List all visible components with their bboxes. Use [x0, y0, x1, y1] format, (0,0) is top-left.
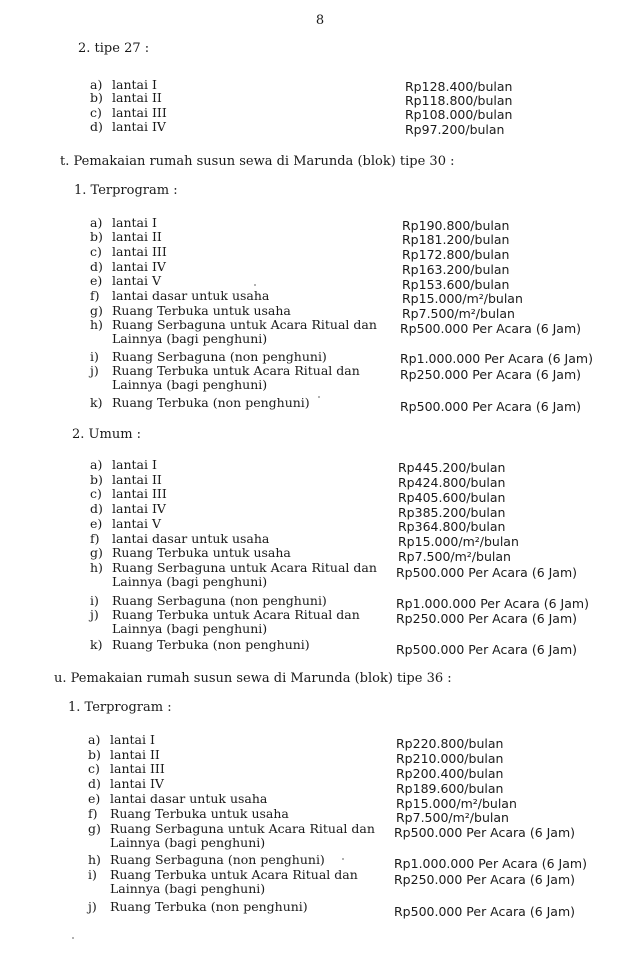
- item-label: e): [88, 791, 101, 806]
- scan-speck: [342, 858, 344, 860]
- list-item: [90, 458, 157, 471]
- item-price: Rp424.800/bulan: [398, 475, 506, 490]
- list-item: [90, 245, 167, 258]
- item-name-continuation: Lainnya (bagi penghuni): [110, 835, 266, 850]
- item-name: Ruang Serbaguna (non penghuni): [110, 852, 325, 867]
- item-price: Rp189.600/bulan: [396, 781, 504, 796]
- item-price: Rp250.000 Per Acara (6 Jam): [394, 872, 576, 887]
- subsection-heading: 2. Umum :: [72, 427, 142, 442]
- item-price: Rp500.000 Per Acara (6 Jam): [400, 321, 582, 336]
- item-price: Rp15.000/m²/bulan: [396, 796, 517, 811]
- item-price: Rp15.000/m²/bulan: [398, 534, 519, 549]
- item-name: lantai I: [110, 732, 155, 747]
- item-name-continuation: Lainnya (bagi penghuni): [112, 331, 268, 346]
- item-name: lantai III: [112, 105, 167, 120]
- item-name: lantai I: [112, 77, 157, 92]
- item-label: g): [90, 545, 103, 560]
- item-price: Rp7.500/m²/bulan: [398, 549, 511, 564]
- section-heading: t. Pemakaian rumah susun sewa di Marunda (blok) tipe 30 :: [60, 154, 455, 169]
- list-item: [90, 594, 327, 607]
- list-item: [88, 853, 325, 866]
- item-name-continuation: Lainnya (bagi penghuni): [112, 621, 268, 636]
- item-price: Rp97.200/bulan: [405, 122, 505, 137]
- item-label: d): [90, 119, 103, 134]
- item-name: lantai III: [112, 244, 167, 259]
- item-price: Rp181.200/bulan: [402, 232, 510, 247]
- item-price: Rp405.600/bulan: [398, 490, 506, 505]
- item-name: lantai II: [112, 472, 162, 487]
- list-item: [90, 274, 161, 287]
- list-item: [90, 350, 327, 363]
- item-price: Rp1.000.000 Per Acara (6 Jam): [396, 596, 589, 611]
- item-name-continuation: Lainnya (bagi penghuni): [112, 377, 268, 392]
- item-name: lantai V: [112, 516, 161, 531]
- list-item: [90, 289, 269, 302]
- item-label: b): [90, 90, 103, 105]
- list-item: [90, 396, 310, 409]
- item-price: Rp500.000 Per Acara (6 Jam): [400, 399, 582, 414]
- item-price: Rp445.200/bulan: [398, 460, 506, 475]
- item-name: lantai III: [112, 486, 167, 501]
- scan-speck: [318, 396, 320, 398]
- item-price: Rp118.800/bulan: [405, 93, 513, 108]
- item-label: c): [90, 486, 102, 501]
- item-label: k): [90, 637, 103, 652]
- item-price: Rp7.500/m²/bulan: [396, 810, 509, 825]
- item-name: lantai II: [112, 90, 162, 105]
- item-price: Rp500.000 Per Acara (6 Jam): [394, 825, 576, 840]
- item-name: Ruang Serbaguna (non penghuni): [112, 349, 327, 364]
- item-name: lantai dasar untuk usaha: [110, 791, 268, 806]
- item-label: c): [90, 105, 102, 120]
- item-price: Rp128.400/bulan: [405, 79, 513, 94]
- item-label: d): [90, 501, 103, 516]
- list-item: [88, 900, 308, 913]
- item-price: Rp153.600/bulan: [402, 277, 510, 292]
- item-label: b): [90, 229, 103, 244]
- item-price: Rp385.200/bulan: [398, 505, 506, 520]
- list-item: [90, 487, 167, 500]
- item-name: lantai IV: [112, 119, 166, 134]
- subsection-heading: 1. Terprogram :: [74, 183, 178, 198]
- item-name: lantai II: [112, 229, 162, 244]
- list-item: [88, 748, 160, 761]
- item-label: d): [90, 259, 103, 274]
- item-price: Rp364.800/bulan: [398, 519, 506, 534]
- item-label: a): [90, 215, 103, 230]
- item-price: Rp1.000.000 Per Acara (6 Jam): [394, 856, 587, 871]
- item-price: Rp250.000 Per Acara (6 Jam): [396, 611, 578, 626]
- item-label: h): [88, 852, 101, 867]
- list-item: [90, 260, 166, 273]
- item-label: c): [90, 244, 102, 259]
- list-item: [90, 364, 360, 377]
- item-label: i): [90, 593, 99, 608]
- item-price: Rp108.000/bulan: [405, 107, 513, 122]
- list-item: [90, 608, 360, 621]
- list-item: [90, 91, 162, 104]
- item-label: f): [90, 288, 100, 303]
- item-label: c): [88, 761, 100, 776]
- list-item: [88, 868, 358, 881]
- item-price: Rp500.000 Per Acara (6 Jam): [394, 904, 576, 919]
- item-price: Rp200.400/bulan: [396, 766, 504, 781]
- item-name: Ruang Serbaguna untuk Acara Ritual dan: [112, 317, 377, 332]
- item-price: Rp7.500/m²/bulan: [402, 306, 515, 321]
- subsection-heading: 1. Terprogram :: [68, 700, 172, 715]
- item-name: lantai II: [110, 747, 160, 762]
- item-label: g): [88, 821, 101, 836]
- page-number: 8: [315, 13, 325, 28]
- section-heading: u. Pemakaian rumah susun sewa di Marunda (blok) tipe 36 :: [54, 671, 452, 686]
- list-item: [90, 120, 166, 133]
- list-item: [90, 546, 291, 559]
- item-price: Rp15.000/m²/bulan: [402, 291, 523, 306]
- item-label: f): [88, 806, 98, 821]
- list-item: [90, 318, 377, 331]
- list-item: [90, 304, 291, 317]
- item-name: Ruang Terbuka untuk usaha: [110, 806, 289, 821]
- list-item: [90, 473, 162, 486]
- list-item: [88, 733, 155, 746]
- item-name: lantai I: [112, 457, 157, 472]
- item-name: Ruang Serbaguna (non penghuni): [112, 593, 327, 608]
- list-item: [90, 517, 161, 530]
- item-name: lantai IV: [110, 776, 164, 791]
- item-name: lantai IV: [112, 501, 166, 516]
- item-label: b): [90, 472, 103, 487]
- subsection-heading: 2. tipe 27 :: [78, 41, 150, 56]
- scan-speck: [72, 937, 74, 939]
- item-name-continuation: Lainnya (bagi penghuni): [112, 574, 268, 589]
- item-name: lantai III: [110, 761, 165, 776]
- list-item: [90, 106, 167, 119]
- item-label: j): [88, 899, 97, 914]
- item-label: j): [90, 607, 99, 622]
- item-name: Ruang Terbuka untuk Acara Ritual dan: [112, 607, 360, 622]
- list-item: [90, 502, 166, 515]
- item-price: Rp220.800/bulan: [396, 736, 504, 751]
- item-price: Rp1.000.000 Per Acara (6 Jam): [400, 351, 593, 366]
- item-price: Rp172.800/bulan: [402, 247, 510, 262]
- item-price: Rp163.200/bulan: [402, 262, 510, 277]
- item-label: f): [90, 531, 100, 546]
- item-label: a): [88, 732, 101, 747]
- item-name: Ruang Terbuka untuk usaha: [112, 545, 291, 560]
- item-name-continuation: Lainnya (bagi penghuni): [110, 881, 266, 896]
- list-item: [88, 792, 267, 805]
- item-name: lantai dasar untuk usaha: [112, 288, 270, 303]
- list-item: [88, 762, 165, 775]
- item-label: h): [90, 560, 103, 575]
- item-label: e): [90, 516, 103, 531]
- list-item: [90, 216, 157, 229]
- list-item: [90, 230, 162, 243]
- item-name: Ruang Serbaguna untuk Acara Ritual dan: [110, 821, 375, 836]
- item-name: Ruang Serbaguna untuk Acara Ritual dan: [112, 560, 377, 575]
- item-label: g): [90, 303, 103, 318]
- item-label: b): [88, 747, 101, 762]
- item-label: e): [90, 273, 103, 288]
- item-price: Rp190.800/bulan: [402, 218, 510, 233]
- item-label: d): [88, 776, 101, 791]
- item-label: a): [90, 77, 103, 92]
- item-label: h): [90, 317, 103, 332]
- item-name: Ruang Terbuka untuk usaha: [112, 303, 291, 318]
- item-name: lantai dasar untuk usaha: [112, 531, 270, 546]
- list-item: [88, 822, 375, 835]
- list-item: [88, 777, 164, 790]
- item-label: a): [90, 457, 103, 472]
- list-item: [90, 532, 269, 545]
- item-price: Rp210.000/bulan: [396, 751, 504, 766]
- scan-speck: [254, 284, 256, 286]
- item-label: i): [90, 349, 99, 364]
- item-label: i): [88, 867, 97, 882]
- item-name: Ruang Terbuka (non penghuni): [112, 395, 310, 410]
- item-name: lantai IV: [112, 259, 166, 274]
- item-name: lantai I: [112, 215, 157, 230]
- list-item: [90, 638, 310, 651]
- item-name: Ruang Terbuka (non penghuni): [110, 899, 308, 914]
- item-name: Ruang Terbuka untuk Acara Ritual dan: [110, 867, 358, 882]
- item-price: Rp250.000 Per Acara (6 Jam): [400, 367, 582, 382]
- item-name: Ruang Terbuka (non penghuni): [112, 637, 310, 652]
- item-price: Rp500.000 Per Acara (6 Jam): [396, 565, 578, 580]
- item-price: Rp500.000 Per Acara (6 Jam): [396, 642, 578, 657]
- item-name: Ruang Terbuka untuk Acara Ritual dan: [112, 363, 360, 378]
- item-name: lantai V: [112, 273, 161, 288]
- list-item: [90, 561, 377, 574]
- item-label: k): [90, 395, 103, 410]
- item-label: j): [90, 363, 99, 378]
- list-item: [88, 807, 289, 820]
